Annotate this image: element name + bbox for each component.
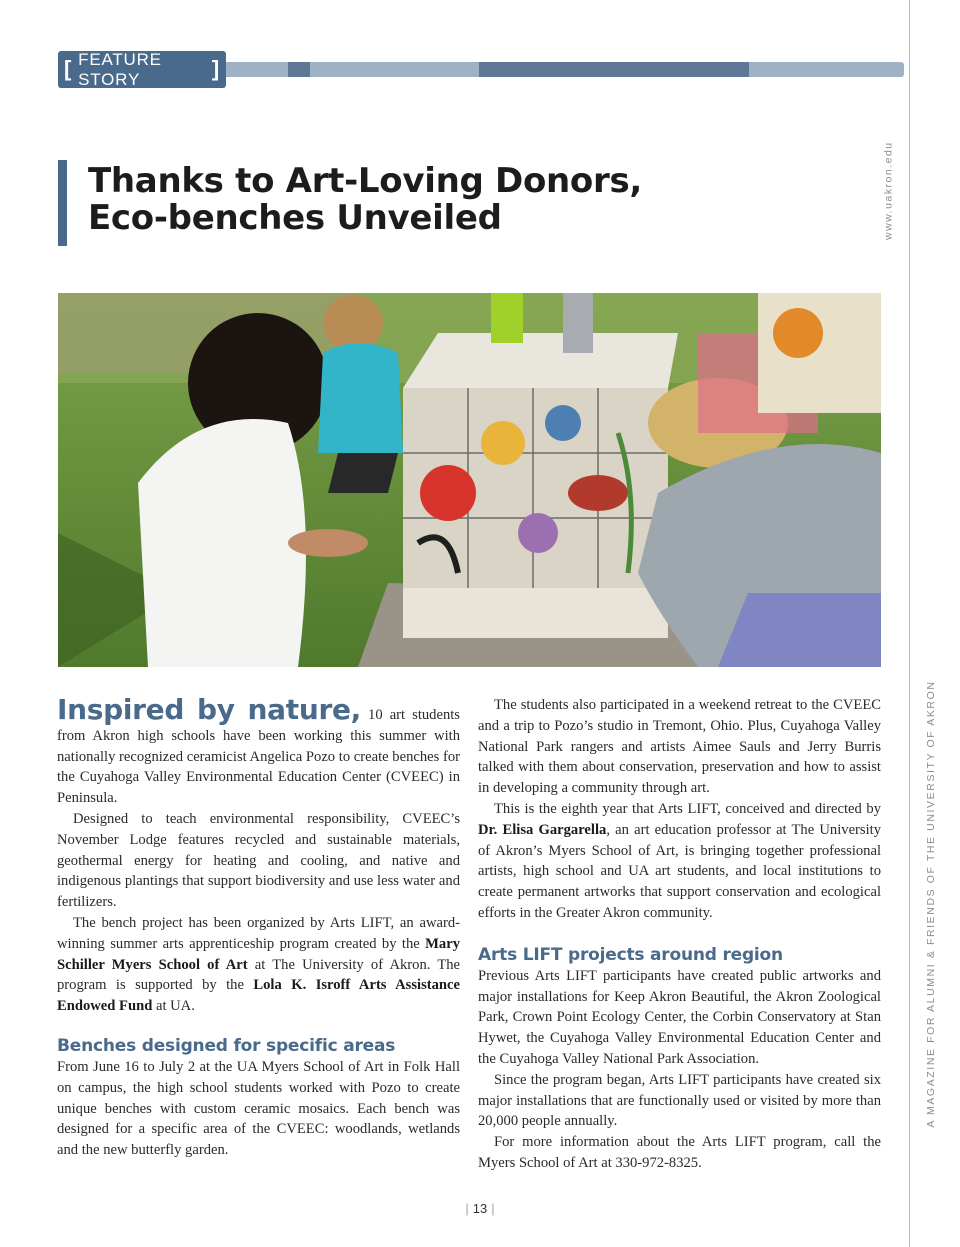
bracket-open: [ xyxy=(64,55,73,81)
body-text: , an art education professor at The University of Akron’s Myers School of Art, is bringing together professional artists, high school and UA art students, and local institutions to create permanent artworks that support conservation and ecological efforts in the Greater Akron community. xyxy=(478,821,881,921)
article-column-right xyxy=(478,695,881,1174)
section-label: FEATURE STORY xyxy=(78,49,162,89)
page-divider: | xyxy=(491,1201,495,1216)
page-divider: | xyxy=(465,1201,469,1216)
title-line-2: Eco-benches Unveiled xyxy=(88,198,502,238)
body-paragraph: Designed to teach environmental responsibility, CVEEC’s November Lodge features recycled and sustainable materials, geothermal energy for heating and cooling, and native and indigenous plantings that support biodiversity and use less water and fertilizers. xyxy=(57,810,460,911)
bold-name: Lola K. Isroff Arts Assistance Endowed Fund xyxy=(57,977,460,1015)
article-photo xyxy=(58,293,881,667)
body-paragraph: The students also participated in a weekend retreat to the CVEEC and a trip to Pozo’s studio in Tremont, Ohio. Plus, Cuyahoga Valley National Park rangers and artists Aimee Sauls and Jerry Burris talked with them about conservation, preservation and how to assist in developing a community through art. xyxy=(478,697,881,797)
side-magazine-tagline: A MAGAZINE FOR ALUMNI & FRIENDS OF THE UNIVERSITY OF AKRON xyxy=(925,680,937,1128)
bold-name: Mary Schiller Myers School of Art xyxy=(57,935,460,973)
subheading: Arts LIFT projects around region xyxy=(478,944,783,965)
lede-lead-in: Inspired by nature, xyxy=(57,693,361,726)
subheading: Benches designed for specific areas xyxy=(57,1035,396,1056)
body-paragraph: From June 16 to July 2 at the UA Myers School of Art in Folk Hall on campus, the high school students worked with Pozo to create unique benches with custom ceramic mosaics. Each bench was designed for a specific area of the CVEEC: woodlands, wetlands and the new butterfly garden. xyxy=(57,1058,460,1159)
body-text: at UA. xyxy=(152,998,195,1015)
body-paragraph: Previous Arts LIFT participants have created public artworks and major installations for Keep Akron Beautiful, the Akron Zoological Park, Crown Point Ecology Center, the Corbin Conservatory at Stan Hywet, the Cuyahoga Valley Environmental Education Center and the Cuyahoga Valley National Park Association. xyxy=(478,967,881,1067)
page-number xyxy=(0,1201,960,1216)
lede-text: 10 art students from Akron high schools have been working this summer with nationally recognized ceramicist Angelica Pozo to create benches for the Cuyahoga Valley Environmental Education Center (CVEEC) in Peninsula. xyxy=(57,707,460,807)
title-line-1: Thanks to Art-Loving Donors, xyxy=(88,161,643,201)
header-bar-segment xyxy=(288,62,310,77)
header-bar-segment xyxy=(479,62,749,77)
body-paragraph xyxy=(478,799,881,924)
article-column-left xyxy=(57,693,461,1161)
body-text: The bench project has been organized by Arts LIFT, an award-winning summer arts apprenticeship program created by the xyxy=(57,914,460,952)
right-margin-rule xyxy=(909,0,910,1247)
body-text: This is the eighth year that Arts LIFT, conceived and directed by xyxy=(494,800,881,817)
bracket-close: ] xyxy=(211,55,220,81)
body-paragraph xyxy=(57,913,460,1017)
section-label-tab xyxy=(58,51,226,88)
lede-paragraph xyxy=(57,693,460,809)
body-text: at The University of Akron. The program is supported by the xyxy=(57,956,461,994)
side-url-text: www.uakron.edu xyxy=(882,141,895,240)
body-paragraph: Since the program began, Arts LIFT participants have created six major installations that are functionally used or visited by more than 20,000 people annually. xyxy=(478,1071,881,1130)
page-number-value: 13 xyxy=(472,1201,488,1216)
title-accent-bar xyxy=(58,160,67,246)
article-title xyxy=(88,163,788,237)
body-paragraph: For more information about the Arts LIFT program, call the Myers School of Art at 330-972-8325. xyxy=(478,1134,881,1171)
bold-name: Dr. Elisa Gargarella xyxy=(478,821,607,838)
